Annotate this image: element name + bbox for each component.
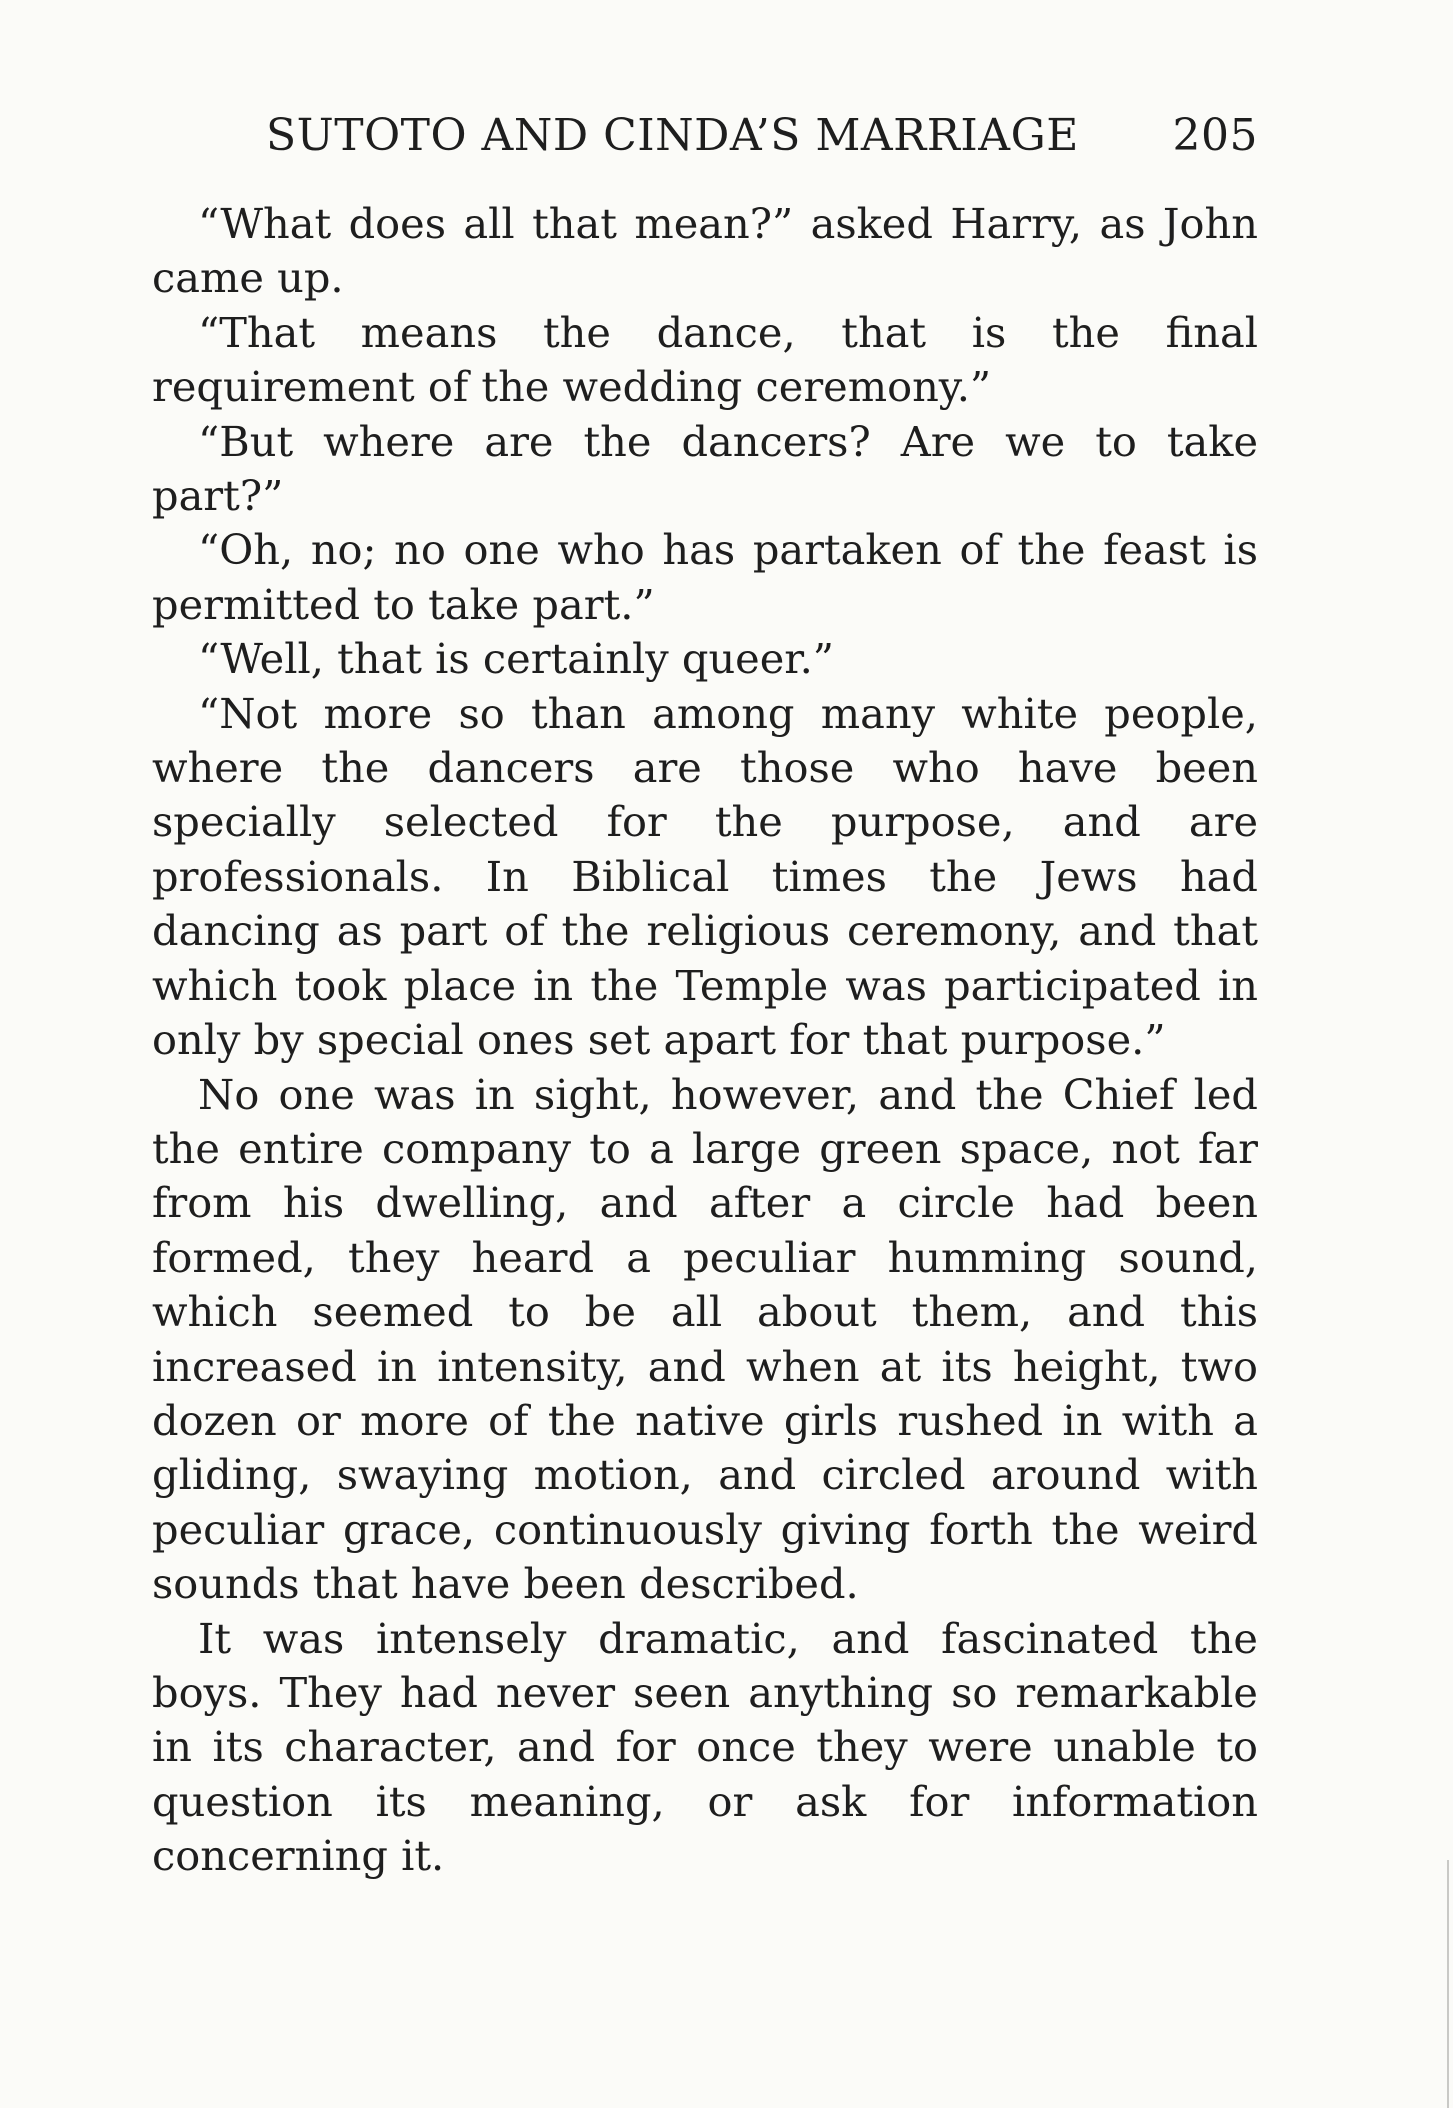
body-text <box>152 197 1258 1884</box>
paragraph: No one was in sight, however, and the Chief led the entire company to a large green space, not far from his dwelling, and after a circle had been formed, they heard a peculiar humming sound, which seemed to be all about them, and this increased in intensity, and when at its height, two dozen or more of the native girls rushed in with a gliding, swaying motion, and circled around with peculiar grace, continuously giving forth the weird sounds that have been described. <box>152 1069 1258 1609</box>
paragraph: It was intensely dramatic, and fascinated the boys. They had never seen anything so remarkable in its character, and for once they were unable to question its meaning, or ask for information concerning it. <box>152 1613 1258 1881</box>
chapter-title: SUTOTO AND CINDA’S MARRIAGE <box>266 110 1079 161</box>
page-number: 205 <box>1172 110 1258 161</box>
paragraph: “Oh, no; no one who has partaken of the feast is permitted to take part.” <box>152 525 1258 629</box>
paragraph: “What does all that mean?” asked Harry, as John came up. <box>152 199 1258 303</box>
paragraph: “That means the dance, that is the final requirement of the wedding ceremony.” <box>152 307 1258 412</box>
paragraph: “Well, that is certainly queer.” <box>198 634 834 684</box>
paragraph: “Not more so than among many white people, where the dancers are those who have been specially selected for the purpose, and are professionals. In Biblical times the Jews had dancing as part of the religious ceremony, and that which took place in the Temple was participated in only by special ones set apart for that purpose.” <box>152 688 1258 1065</box>
paragraph: “But where are the dancers? Are we to take part?” <box>152 416 1258 521</box>
page-edge-line <box>1447 1860 1449 2108</box>
